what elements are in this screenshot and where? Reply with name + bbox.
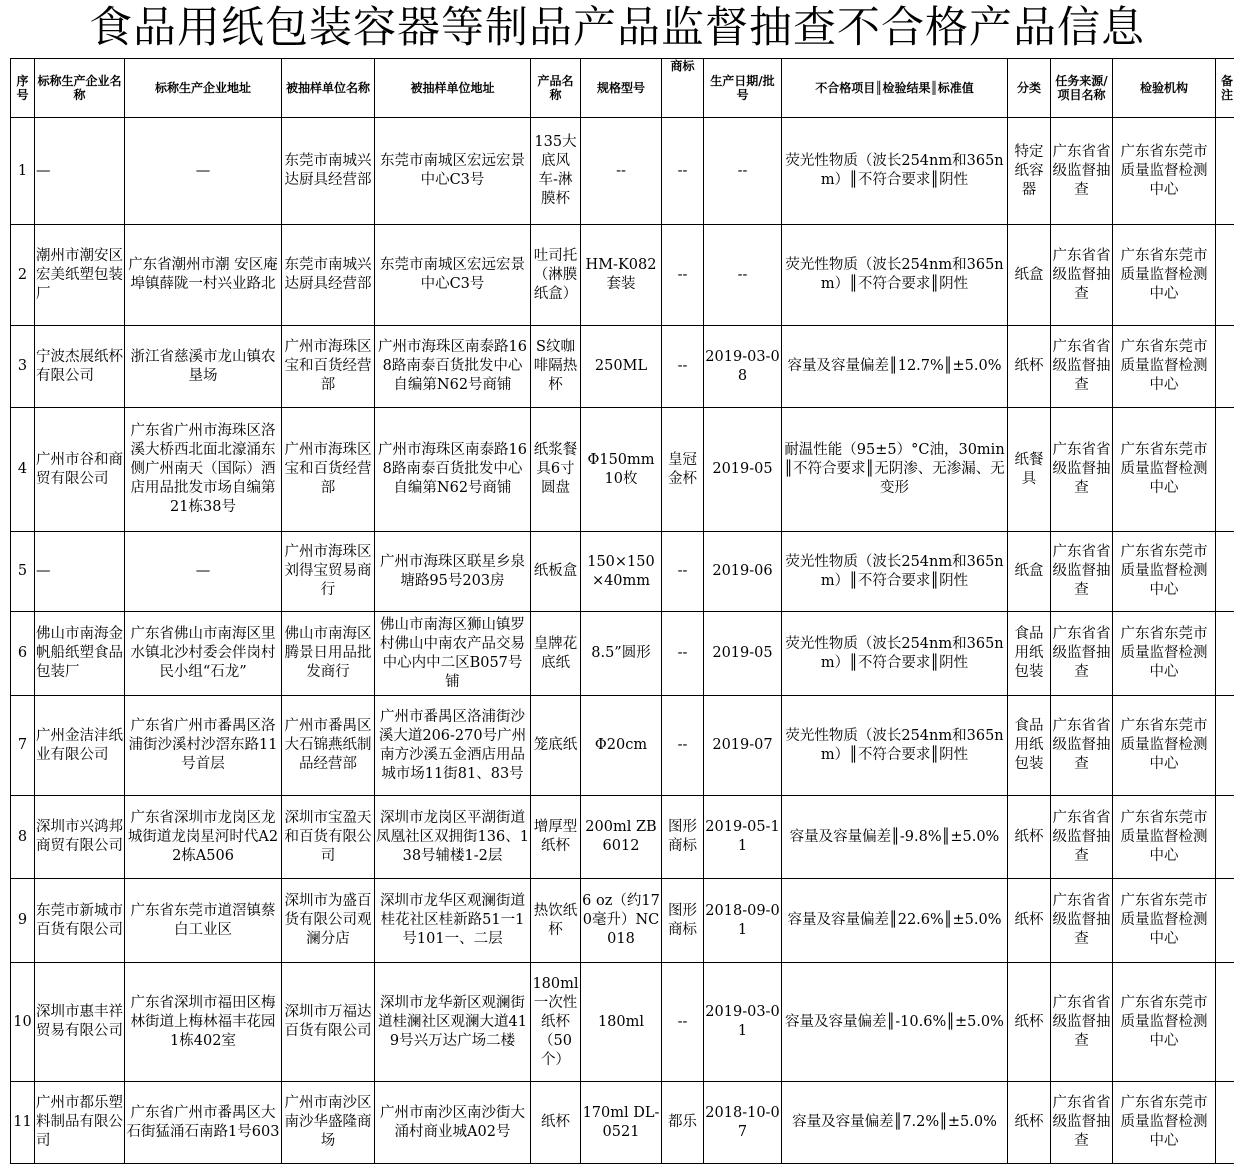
table-row: [11, 696, 1234, 796]
cell-no: 11: [11, 1082, 35, 1164]
cell-producer-address: 广东省广州市番禺区洛浦街沙溪村沙滘东路11号首层: [125, 696, 282, 796]
cell-category: 纸杯: [1008, 326, 1051, 408]
cell-sampled-address: 东莞市南城区宏远宏景中心C3号: [375, 118, 531, 225]
cell-sampled-unit: 广州市海珠区刘得宝贸易商行: [282, 532, 375, 612]
cell-date: --: [704, 118, 782, 225]
col-header-note: 备注: [1216, 59, 1234, 118]
cell-source: 广东省省级监督抽查: [1051, 532, 1113, 612]
cell-spec: 170ml DL-0521: [581, 1082, 662, 1164]
col-header-sampled-address: 被抽样单位地址: [375, 59, 531, 118]
table-row: [11, 225, 1234, 326]
col-header-producer: 标称生产企业名称: [35, 59, 125, 118]
cell-lab: 广东省东莞市质量监督检测中心: [1113, 1082, 1216, 1164]
cell-sampled-address: 深圳市龙岗区平湖街道凤凰社区双拥街136、138号辅楼1-2层: [375, 796, 531, 879]
cell-sampled-address: 广州市海珠区南泰路168路南泰百货批发中心自编第N62号商铺: [375, 326, 531, 408]
cell-product: S纹咖啡隔热杯: [531, 326, 581, 408]
cell-producer-address: —: [125, 118, 282, 225]
table-row: [11, 408, 1234, 532]
cell-brand: --: [662, 326, 704, 408]
cell-defect: 容量及容量偏差║12.7%║±5.0%: [782, 326, 1008, 408]
cell-brand: --: [662, 612, 704, 696]
cell-sampled-address: 深圳市龙华新区观澜街道桂澜社区观澜大道419号兴万达广场二楼: [375, 963, 531, 1082]
cell-brand: 图形商标: [662, 796, 704, 879]
cell-brand: --: [662, 118, 704, 225]
cell-category: 食品用纸包装: [1008, 612, 1051, 696]
cell-sampled-unit: 深圳市为盛百货有限公司观澜分店: [282, 879, 375, 963]
cell-no: 7: [11, 696, 35, 796]
cell-category: 特定纸容器: [1008, 118, 1051, 225]
cell-lab: 广东省东莞市质量监督检测中心: [1113, 225, 1216, 326]
cell-note: [1216, 796, 1234, 879]
cell-no: 6: [11, 612, 35, 696]
cell-producer-address: 广东省东莞市道滘镇蔡白工业区: [125, 879, 282, 963]
cell-sampled-unit: 广州市南沙区南沙华盛隆商场: [282, 1082, 375, 1164]
table-row: [11, 1082, 1234, 1164]
cell-date: 2019-03-08: [704, 326, 782, 408]
cell-producer: —: [35, 118, 125, 225]
cell-category: 纸盒: [1008, 225, 1051, 326]
cell-defect: 荧光性物质（波长254nm和365nm）║不符合要求║阴性: [782, 696, 1008, 796]
cell-spec: 180ml: [581, 963, 662, 1082]
table-row: [11, 326, 1234, 408]
cell-producer: 佛山市南海金帆船纸塑食品包装厂: [35, 612, 125, 696]
cell-spec: 6 oz（约170毫升）NC018: [581, 879, 662, 963]
cell-source: 广东省省级监督抽查: [1051, 696, 1113, 796]
cell-brand: 皇冠金杯: [662, 408, 704, 532]
cell-sampled-unit: 东莞市南城兴达厨具经营部: [282, 225, 375, 326]
cell-note: [1216, 1082, 1234, 1164]
cell-producer: 潮州市潮安区宏美纸塑包装厂: [35, 225, 125, 326]
cell-producer: 宁波杰展纸杯有限公司: [35, 326, 125, 408]
cell-defect: 荧光性物质（波长254nm和365nm）║不符合要求║阴性: [782, 225, 1008, 326]
cell-producer-address: 浙江省慈溪市龙山镇农垦场: [125, 326, 282, 408]
cell-producer: 深圳市兴鸿邦商贸有限公司: [35, 796, 125, 879]
cell-source: 广东省省级监督抽查: [1051, 963, 1113, 1082]
cell-brand: 都乐: [662, 1082, 704, 1164]
cell-date: --: [704, 225, 782, 326]
cell-sampled-unit: 广州市番禺区大石锦燕纸制品经营部: [282, 696, 375, 796]
cell-producer: 广州市都乐塑料制品有限公司: [35, 1082, 125, 1164]
table-row: [11, 612, 1234, 696]
col-header-source: 任务来源/项目名称: [1051, 59, 1113, 118]
cell-date: 2019-05-11: [704, 796, 782, 879]
cell-category: 纸杯: [1008, 963, 1051, 1082]
cell-product: 纸杯: [531, 1082, 581, 1164]
col-header-spec: 规格型号: [581, 59, 662, 118]
cell-producer-address: —: [125, 532, 282, 612]
cell-lab: 广东省东莞市质量监督检测中心: [1113, 532, 1216, 612]
cell-spec: 150×150×40mm: [581, 532, 662, 612]
cell-no: 4: [11, 408, 35, 532]
cell-spec: Φ20cm: [581, 696, 662, 796]
cell-no: 8: [11, 796, 35, 879]
cell-producer-address: 广东省佛山市南海区里水镇北沙村委会伴岗村民小组“石龙”: [125, 612, 282, 696]
cell-product: 135大底风车-淋膜杯: [531, 118, 581, 225]
cell-producer: 深圳市惠丰祥贸易有限公司: [35, 963, 125, 1082]
col-header-brand: 商标: [662, 59, 704, 118]
cell-product: 纸板盒: [531, 532, 581, 612]
table-row: [11, 118, 1234, 225]
cell-note: [1216, 696, 1234, 796]
cell-producer-address: 广东省潮州市潮 安区庵埠镇薛陇一村兴业路北: [125, 225, 282, 326]
cell-brand: 图形商标: [662, 879, 704, 963]
cell-spec: Φ150mm 10枚: [581, 408, 662, 532]
cell-sampled-address: 广州市南沙区南沙街大涌村商业城A02号: [375, 1082, 531, 1164]
cell-date: 2019-05: [704, 408, 782, 532]
cell-lab: 广东省东莞市质量监督检测中心: [1113, 612, 1216, 696]
cell-product: 热饮纸杯: [531, 879, 581, 963]
col-header-producer-address: 标称生产企业地址: [125, 59, 282, 118]
cell-source: 广东省省级监督抽查: [1051, 612, 1113, 696]
cell-category: 食品用纸包装: [1008, 696, 1051, 796]
cell-producer: 广州市谷和商贸有限公司: [35, 408, 125, 532]
cell-sampled-unit: 东莞市南城兴达厨具经营部: [282, 118, 375, 225]
cell-sampled-unit: 佛山市南海区腾景日用品批发商行: [282, 612, 375, 696]
cell-product: 吐司托（淋膜纸盒）: [531, 225, 581, 326]
cell-note: [1216, 879, 1234, 963]
col-header-product: 产品名称: [531, 59, 581, 118]
cell-date: 2018-10-07: [704, 1082, 782, 1164]
col-header-sampled-unit: 被抽样单位名称: [282, 59, 375, 118]
cell-date: 2019-07: [704, 696, 782, 796]
table-row: [11, 963, 1234, 1082]
cell-no: 2: [11, 225, 35, 326]
col-header-date: 生产日期/批号: [704, 59, 782, 118]
cell-sampled-address: 佛山市南海区狮山镇罗村佛山中南农产品交易中心内中二区B057号铺: [375, 612, 531, 696]
cell-defect: 容量及容量偏差║7.2%║±5.0%: [782, 1082, 1008, 1164]
cell-defect: 荧光性物质（波长254nm和365nm）║不符合要求║阴性: [782, 532, 1008, 612]
cell-note: [1216, 118, 1234, 225]
cell-category: 纸杯: [1008, 1082, 1051, 1164]
cell-producer-address: 广东省广州市海珠区洛溪大桥西北面北濠涌东侧广州南天（国际）酒店用品批发市场自编第21栋38号: [125, 408, 282, 532]
cell-source: 广东省省级监督抽查: [1051, 408, 1113, 532]
cell-category: 纸餐具: [1008, 408, 1051, 532]
cell-product: 纸浆餐具6寸圆盘: [531, 408, 581, 532]
cell-sampled-unit: 广州市海珠区宝和百货经营部: [282, 326, 375, 408]
table-row: [11, 879, 1234, 963]
cell-date: 2018-09-01: [704, 879, 782, 963]
cell-note: [1216, 532, 1234, 612]
cell-category: 纸盒: [1008, 532, 1051, 612]
cell-category: 纸杯: [1008, 879, 1051, 963]
cell-producer-address: 广东省深圳市龙岗区龙城街道龙岗星河时代A22栋A506: [125, 796, 282, 879]
cell-spec: 250ML: [581, 326, 662, 408]
cell-product: 180ml一次性纸杯（50个）: [531, 963, 581, 1082]
cell-source: 广东省省级监督抽查: [1051, 796, 1113, 879]
cell-sampled-address: 广州市海珠区联星乡泉塘路95号203房: [375, 532, 531, 612]
cell-sampled-address: 深圳市龙华区观澜街道桂花社区桂新路51一1号101一、二层: [375, 879, 531, 963]
col-header-no: 序号: [11, 59, 35, 118]
cell-source: 广东省省级监督抽查: [1051, 118, 1113, 225]
cell-category: 纸杯: [1008, 796, 1051, 879]
cell-brand: --: [662, 963, 704, 1082]
cell-lab: 广东省东莞市质量监督检测中心: [1113, 879, 1216, 963]
cell-brand: --: [662, 532, 704, 612]
cell-sampled-unit: 深圳市宝盈天和百货有限公司: [282, 796, 375, 879]
col-header-lab: 检验机构: [1113, 59, 1216, 118]
cell-sampled-address: 广州市番禺区洛浦街沙溪大道206-270号广州南方沙溪五金酒店用品城市场11街81、83号: [375, 696, 531, 796]
cell-date: 2019-06: [704, 532, 782, 612]
cell-sampled-unit: 广州市海珠区宝和百货经营部: [282, 408, 375, 532]
cell-no: 3: [11, 326, 35, 408]
cell-producer: —: [35, 532, 125, 612]
cell-note: [1216, 963, 1234, 1082]
cell-no: 9: [11, 879, 35, 963]
page-title: 食品用纸包装容器等制品产品监督抽查不合格产品信息: [89, 3, 1145, 53]
cell-spec: 8.5”圆形: [581, 612, 662, 696]
cell-source: 广东省省级监督抽查: [1051, 1082, 1113, 1164]
cell-note: [1216, 326, 1234, 408]
cell-spec: HM-K082套装: [581, 225, 662, 326]
cell-producer: 东莞市新城市百货有限公司: [35, 879, 125, 963]
cell-no: 10: [11, 963, 35, 1082]
cell-defect: 容量及容量偏差║-10.6%║±5.0%: [782, 963, 1008, 1082]
cell-defect: 荧光性物质（波长254nm和365nm）║不符合要求║阴性: [782, 118, 1008, 225]
cell-spec: --: [581, 118, 662, 225]
cell-producer: 广州金洁沣纸业有限公司: [35, 696, 125, 796]
table-row: [11, 796, 1234, 879]
col-header-category: 分类: [1008, 59, 1051, 118]
cell-product: 皇牌花底纸: [531, 612, 581, 696]
cell-product: 笼底纸: [531, 696, 581, 796]
cell-defect: 容量及容量偏差║22.6%║±5.0%: [782, 879, 1008, 963]
cell-defect: 容量及容量偏差║-9.8%║±5.0%: [782, 796, 1008, 879]
cell-lab: 广东省东莞市质量监督检测中心: [1113, 408, 1216, 532]
cell-defect: 荧光性物质（波长254nm和365nm）║不符合要求║阴性: [782, 612, 1008, 696]
cell-source: 广东省省级监督抽查: [1051, 225, 1113, 326]
cell-sampled-address: 广州市海珠区南泰路168路南泰百货批发中心自编第N62号商铺: [375, 408, 531, 532]
cell-defect: 耐温性能（95±5）°C油，30min║不符合要求║无阴渗、无渗漏、无变形: [782, 408, 1008, 532]
cell-date: 2019-05: [704, 612, 782, 696]
cell-lab: 广东省东莞市质量监督检测中心: [1113, 118, 1216, 225]
cell-lab: 广东省东莞市质量监督检测中心: [1113, 326, 1216, 408]
cell-source: 广东省省级监督抽查: [1051, 879, 1113, 963]
cell-brand: --: [662, 696, 704, 796]
cell-producer-address: 广东省深圳市福田区梅林街道上梅林福丰花园1栋402室: [125, 963, 282, 1082]
header-row: [11, 59, 1234, 118]
cell-product: 增厚型纸杯: [531, 796, 581, 879]
cell-note: [1216, 612, 1234, 696]
cell-brand: --: [662, 225, 704, 326]
cell-note: [1216, 225, 1234, 326]
cell-no: 1: [11, 118, 35, 225]
cell-sampled-address: 东莞市南城区宏远宏景中心C3号: [375, 225, 531, 326]
cell-no: 5: [11, 532, 35, 612]
cell-source: 广东省省级监督抽查: [1051, 326, 1113, 408]
col-header-defect: 不合格项目║检验结果║标准值: [782, 59, 1008, 118]
results-table: [10, 58, 1234, 1164]
cell-date: 2019-03-01: [704, 963, 782, 1082]
cell-sampled-unit: 深圳市万福达百货有限公司: [282, 963, 375, 1082]
cell-note: [1216, 408, 1234, 532]
cell-lab: 广东省东莞市质量监督检测中心: [1113, 963, 1216, 1082]
cell-producer-address: 广东省广州市番禺区大石街猛涌石南路1号603: [125, 1082, 282, 1164]
cell-lab: 广东省东莞市质量监督检测中心: [1113, 796, 1216, 879]
cell-spec: 200ml ZB6012: [581, 796, 662, 879]
cell-lab: 广东省东莞市质量监督检测中心: [1113, 696, 1216, 796]
table-row: [11, 532, 1234, 612]
